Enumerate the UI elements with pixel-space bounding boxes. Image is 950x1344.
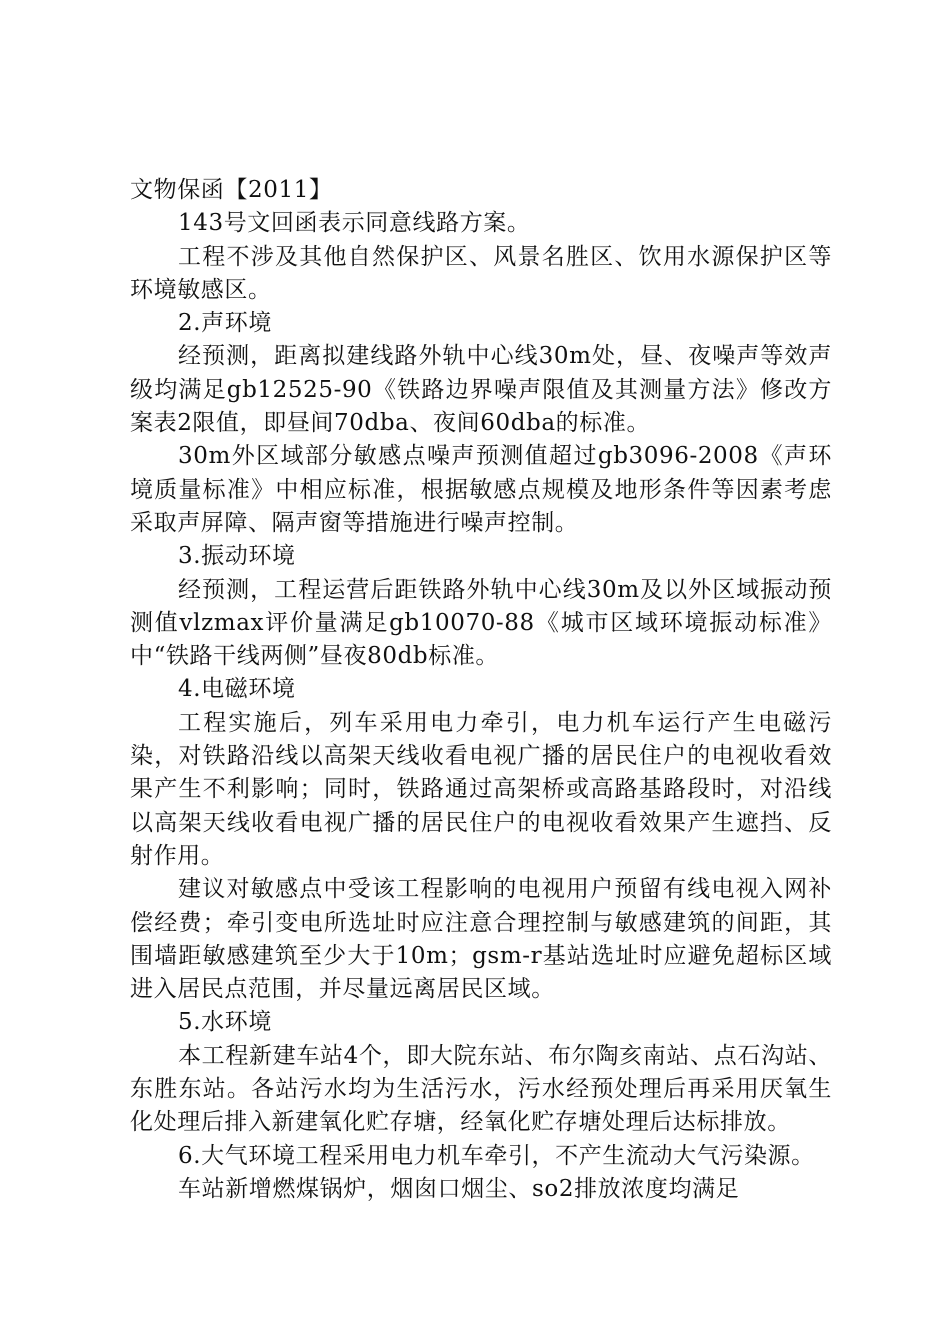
section-heading-vibration: 3.振动环境 [178, 543, 296, 570]
section-heading-acoustic: 2.声环境 [178, 310, 272, 337]
section-heading-water: 5.水环境 [178, 1009, 272, 1036]
paragraph-wastewater: 本工程新建车站4个，即大院东站、布尔陶亥南站、点石沟站、东胜东站。各站污水均为生活污水，污水经预处理后再采用厌氧生化处理后排入新建氧化贮存塘，经氧化贮存塘处理后达标排放。 [130, 1042, 832, 1136]
paragraph-reference-header: 文物保函【2011】 [130, 177, 333, 203]
paragraph-vibration-prediction: 经预测，工程运营后距铁路外轨中心线30m及以外区域振动预测值vlzmax评价量满足gb10070-88《城市区域环境振动标准》中“铁路干线两侧”昼夜80db标准。 [130, 576, 832, 670]
paragraph-sensitive-areas: 工程不涉及其他自然保护区、风景名胜区、饮用水源保护区等环境敏感区。 [130, 243, 832, 303]
paragraph-atmosphere: 6.大气环境工程采用电力机车牵引，不产生流动大气污染源。 [178, 1142, 815, 1169]
paragraph-boiler-emissions: 车站新增燃煤锅炉，烟囱口烟尘、so2排放浓度均满足 [178, 1175, 740, 1202]
paragraph-electromagnetic-measures: 建议对敏感点中受该工程影响的电视用户预留有线电视入网补偿经费；牵引变电所选址时应注意合理控制与敏感建筑的间距，其围墙距敏感建筑至少大于10m；gsm-r基站选址时应避免超标区域进入居民点范围，并尽量远离居民区域。 [130, 876, 832, 1003]
paragraph-noise-prediction: 经预测，距离拟建线路外轨中心线30m处，昼、夜噪声等效声级均满足gb12525-90《铁路边界噪声限值及其测量方法》修改方案表2限值，即昼间70dba、夜间60dba的标准。 [130, 343, 832, 437]
paragraph-electromagnetic-impact: 工程实施后，列车采用电力牵引，电力机车运行产生电磁污染，对铁路沿线以高架天线收看电视广播的居民住户的电视收看效果产生不利影响；同时，铁路通过高架桥或高路基路段时，对沿线以高架天线收看电视广播的居民住户的电视收看效果产生遮挡、反射作用。 [130, 709, 832, 869]
paragraph-noise-control: 30m外区域部分敏感点噪声预测值超过gb3096-2008《声环境质量标准》中相应标准，根据敏感点规模及地形条件等因素考虑采取声屏障、隔声窗等措施进行噪声控制。 [130, 443, 832, 536]
document-body [130, 174, 832, 1206]
section-heading-electromagnetic: 4.电磁环境 [178, 676, 296, 703]
paragraph-reference-reply: 143号文回函表示同意线路方案。 [178, 210, 531, 237]
